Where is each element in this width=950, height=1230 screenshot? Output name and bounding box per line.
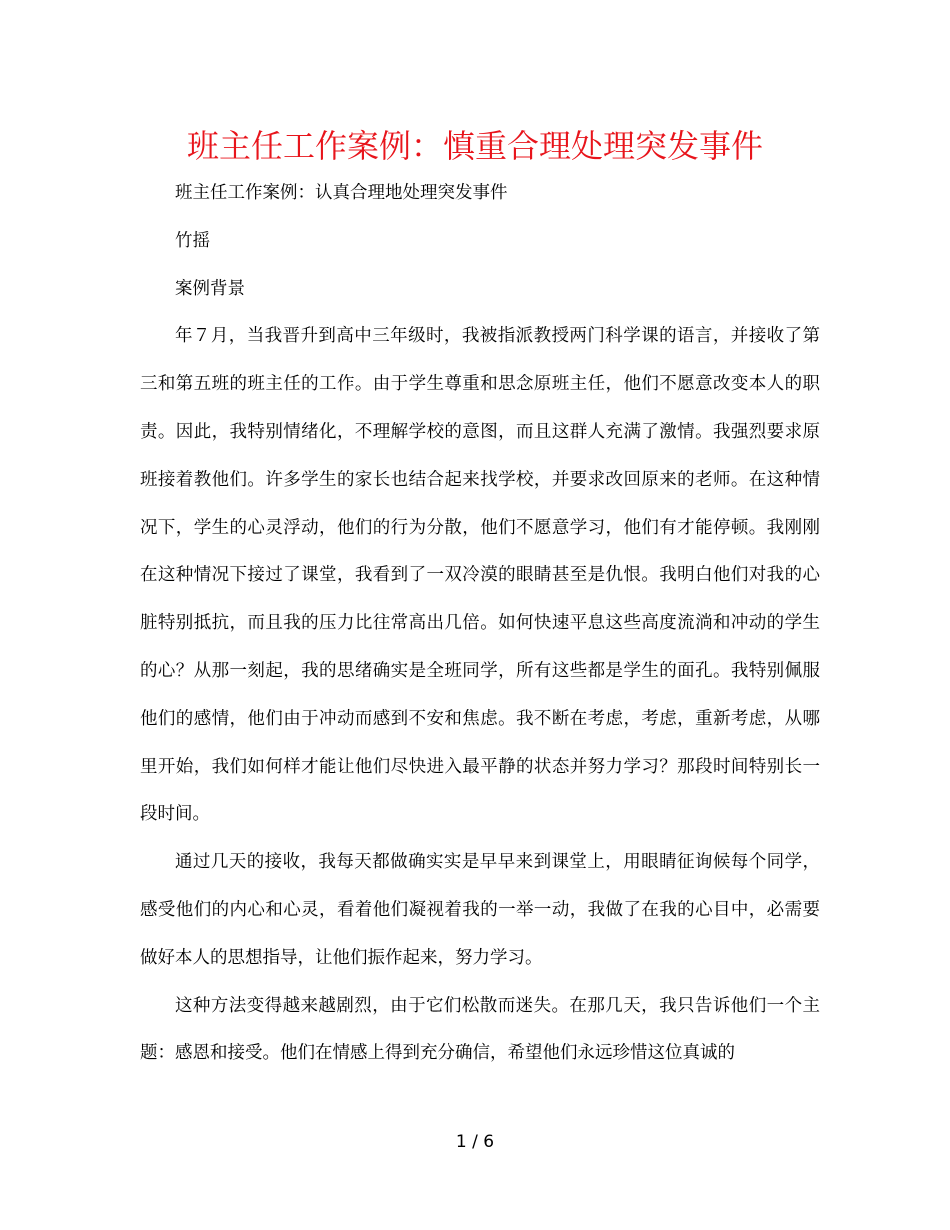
subtitle-paragraph: 班主任工作案例：认真合理地处理突发事件: [175, 183, 508, 203]
page-number: 1 / 6: [455, 1132, 495, 1152]
body-paragraph: 这种方法变得越来越剧烈，由于它们松散而迷失。在那几天，我只告诉他们一个主题：感恩和接受。他们在情感上得到充分确信，希望他们永远珍惜这位真诚的: [140, 995, 820, 1064]
document-title: 班主任工作案例：慎重合理处理突发事件: [186, 127, 763, 165]
document-body: [140, 170, 820, 1078]
body-paragraph: 通过几天的接收，我每天都做确实实是早早来到课堂上，用眼睛征询候每个同学，感受他们的内心和心灵，看着他们凝视着我的一举一动，我做了在我的心目中，必需要做好本人的思想指导，让他们振作起来，努力学习。: [140, 852, 820, 968]
author-paragraph: 竹摇: [175, 230, 210, 251]
body-paragraph: 年７月，当我晋升到高中三年级时，我被指派教授两门科学课的语言，并接收了第三和第五班的班主任的工作。由于学生尊重和思念原班主任，他们不愿意改变本人的职责。因此，我特别情绪化，不理解学校的意图，而且这群人充满了激情。我强烈要求原班接着教他们。许多学生的家长也结合起来找学校，并要求改回原来的老师。在这种情况下，学生的心灵浮动，他们的行为分散，他们不愿意学习，他们有才能停顿。我刚刚在这种情况下接过了课堂，我看到了一双冷漠的眼睛甚至是仇恨。我明白他们对我的心脏特别抵抗，而且我的压力比往常高出几倍。如何快速平息这些高度流淌和冲动的学生的心？从那一刻起，我的思绪确实是全班同学，所有这些都是学生的面孔。我特别佩服他们的感情，他们由于冲动而感到不安和焦虑。我不断在考虑，考虑，重新考虑，从哪里开始，我们如何样才能让他们尽快进入最平静的状态并努力学习？那段时间特别长一段时间。: [140, 326, 820, 825]
section-heading-paragraph: 案例背景: [175, 278, 245, 299]
